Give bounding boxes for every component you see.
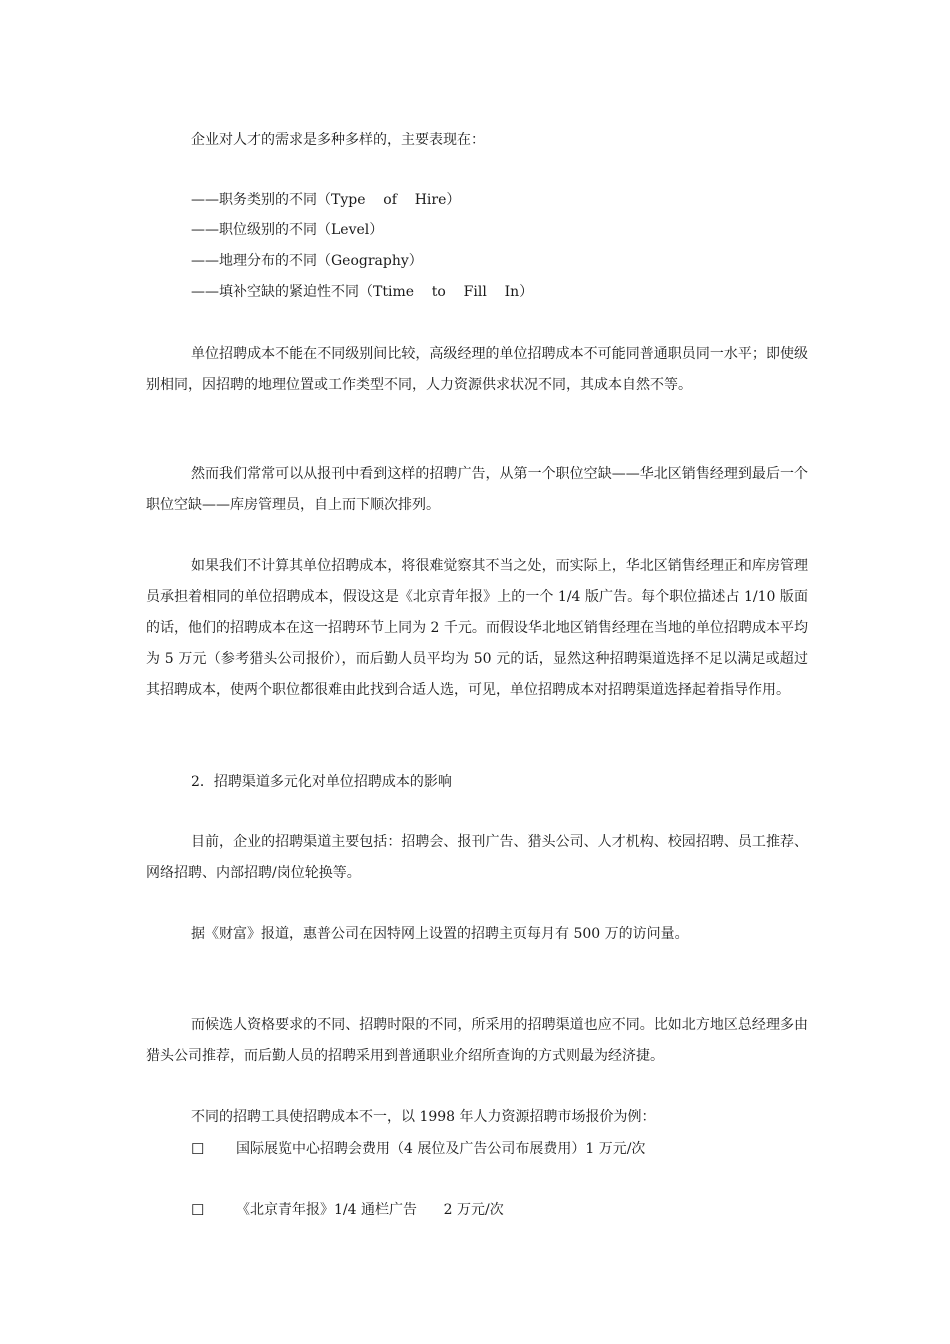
paragraph-candidates: 而候选人资格要求的不同、招聘时限的不同，所采用的招聘渠道也应不同。比如北方地区总经理多由猎头公司推荐，而后勤人员的招聘采用到普通职业介绍所查询的方式则最为经济捷。	[146, 1017, 808, 1064]
paragraph-unit-cost: 单位招聘成本不能在不同级别间比较，高级经理的单位招聘成本不可能同普通职员同一水平；即使级别相同，因招聘的地理位置或工作类型不同，人力资源供求状况不同，其成本自然不等。	[146, 346, 808, 393]
paragraph-channels: 目前，企业的招聘渠道主要包括：招聘会、报刊广告、猎头公司、人才机构、校园招聘、员工推荐、网络招聘、内部招聘/岗位轮换等。	[146, 834, 808, 881]
paragraph-ad-order: 然而我们常常可以从报刊中看到这样的招聘广告，从第一个职位空缺——华北区销售经理到最后一个职位空缺——库房管理员，自上而下顺次排列。	[146, 466, 808, 513]
checklist-item-newspaper: 《北京青年报》1/4 通栏广告 2 万元/次	[236, 1202, 504, 1218]
checkbox-icon: ☐	[191, 1140, 205, 1158]
paragraph-fortune: 据《财富》报道，惠普公司在因特网上设置的招聘主页每月有 500 万的访问量。	[191, 926, 689, 942]
dash-item-time: ——填补空缺的紧迫性不同（Ttime to Fill In）	[191, 284, 534, 300]
checklist-item-fair: 国际展览中心招聘会费用（4 展位及广告公司布展费用）1 万元/次	[236, 1141, 646, 1157]
dash-item-geography: ——地理分布的不同（Geography）	[191, 253, 423, 269]
checkbox-icon: ☐	[191, 1201, 205, 1219]
paragraph-tools: 不同的招聘工具使招聘成本不一，以 1998 年人力资源招聘市场报价为例：	[191, 1109, 656, 1125]
dash-item-type: ——职务类别的不同（Type of Hire）	[191, 192, 461, 208]
intro-line: 企业对人才的需求是多种多样的，主要表现在：	[191, 132, 485, 148]
section-heading: 2．招聘渠道多元化对单位招聘成本的影响	[191, 774, 452, 790]
paragraph-example: 如果我们不计算其单位招聘成本，将很难觉察其不当之处，而实际上，华北区销售经理正和库房管理员承担着相同的单位招聘成本，假设这是《北京青年报》上的一个 1/4 版广告。每个职位描述占 1/10 版面的话，他们的招聘成本在这一招聘环节上同为 2 千元。而假设华北地区销售经理在当地的单位招聘成本平均为 5 万元（参考猎头公司报价），而后勤人员平均为 50 元的话，显然这种招聘渠道选择不足以满足或超过其招聘成本，使两个职位都很难由此找到合适人选，可见，单位招聘成本对招聘渠道选择起着指导作用。	[146, 558, 808, 698]
dash-item-level: ——职位级别的不同（Level）	[191, 222, 384, 238]
